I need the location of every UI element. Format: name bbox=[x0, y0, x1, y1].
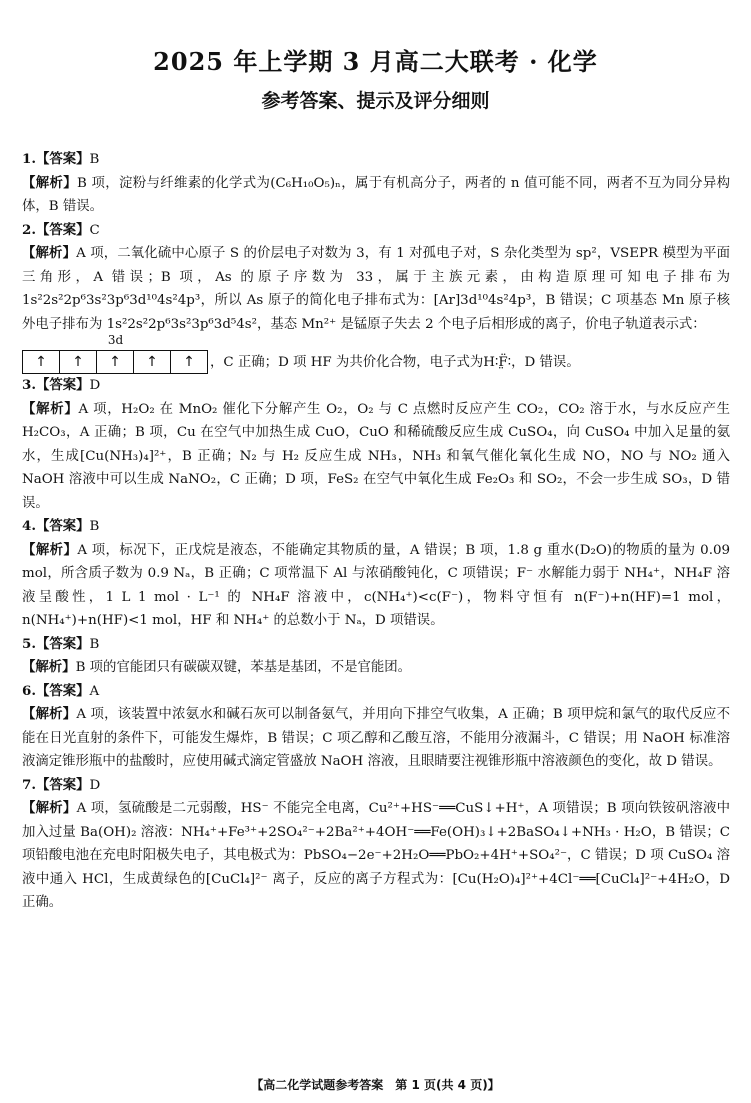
answer-value: B bbox=[89, 152, 100, 167]
answer-label: 4.【答案】 bbox=[22, 518, 90, 534]
orbital-diagram-line bbox=[22, 333, 730, 374]
question-6 bbox=[22, 680, 730, 774]
explanation-text: B 项，淀粉与纤维素的化学式为(C₆H₁₀O₅)ₙ，属于有机高分子，两者的 n 值可能不同，两者不互为同分异构体，B 错误。 bbox=[22, 175, 730, 214]
orbital-box: ↑ bbox=[59, 350, 96, 374]
explanation-label: 【解析】 bbox=[22, 245, 77, 261]
orbital-box: ↑ bbox=[170, 350, 208, 374]
answer-value: B bbox=[89, 636, 100, 652]
explanation-label: 【解析】 bbox=[22, 541, 78, 558]
question-4 bbox=[22, 515, 730, 633]
answer-label: 7.【答案】 bbox=[22, 776, 90, 793]
explanation-text: A 项，H₂O₂ 在 MnO₂ 催化下分解产生 O₂，O₂ 与 C 点燃时反应产生 CO₂，CO₂ 溶于水，与水反应产生 H₂CO₃，A 正确；B 项，Cu 在空气中加热生成 CuO，CuO 和稀硫酸反应生成 CuSO₄，向 CuSO₄ 中加入足量的氨水，生成[Cu(NH₃)₄]²⁺，B 正确；N₂ 与 H₂ 反应生成 NH₃，NH₃ 和氧气催化氧化生成 NO，NO 与 NO₂ 通入 NaOH 溶液中可以生成 NaNO₂，C 正确；D 项，FeS₂ 在空气中氧化生成 Fe₂O₃ 和 SO₂，不会一步生成 SO₃，D 错误。 bbox=[22, 401, 731, 511]
explanation-label: 【解析】 bbox=[22, 174, 78, 191]
page-title: 2025 年上学期 3 月高二大联考 · 化学 bbox=[153, 47, 598, 76]
explanation-text: A 项，该装置中浓氨水和碱石灰可以制备氨气，并用向下排空气收集，A 正确；B 项甲烷和氯气的取代反应不能在日光直射的条件下，可能发生爆炸，B 错误；C 项乙醇和乙酸互溶，不能用分液漏斗，C 错误；用 NaOH 标准溶液滴定锥形瓶中的盐酸时，应使用碱式滴定管盛放 NaOH 溶液，且眼睛要注视锥形瓶中溶液颜色的变化，故 D 错误。 bbox=[22, 707, 730, 769]
question-2 bbox=[22, 219, 730, 375]
answer-label: 3.【答案】 bbox=[22, 377, 90, 393]
question-7 bbox=[22, 774, 730, 915]
explanation-label: 【解析】 bbox=[22, 706, 77, 722]
explanation-text: B 项的官能团只有碳碳双键，苯基是基团，不是官能团。 bbox=[75, 660, 412, 675]
explanation-text: A 项，二氧化硫中心原子 S 的价层电子对数为 3，有 1 对孤电子对，S 杂化类型为 sp²，VSEPR 模型为平面三角形，A 错误；B 项，As 的原子序数为 33，属于主族元素，由构造原理可知电子排布为 1s²2s²2p⁶3s²3p⁶3d¹⁰4s²4p³，所以 As 原子的简化电子排布式为：[Ar]3d¹⁰4s²4p³，B 错误；C 项基态 Mn 原子核外电子排布为 1s²2s²2p⁶3s²3p⁶3d⁵4s²，基态 Mn²⁺ 是锰原子失去 2 个电子后相形成的离子，价电子轨道表示式： bbox=[22, 246, 730, 332]
answer-label: 2.【答案】 bbox=[22, 221, 90, 238]
explanation-text: A 项，氢硫酸是二元弱酸，HS⁻ 不能完全电离，Cu²⁺+HS⁻══CuS↓+H⁺，A 项错误；B 项向铁铵矾溶液中加入过量 Ba(OH)₂ 溶液：NH₄⁺+Fe³⁺+2SO₄²⁻+2Ba²⁺+4OH⁻══Fe(OH)₃↓+2BaSO₄↓+NH₃ · H₂O，B 错误；C 项铅酸电池在充电时阳极失电子，其电极式为：PbSO₄−2e⁻+2H₂O══PbO₂+4H⁺+SO₄²⁻，C 错误；D 项 CuSO₄ 溶液中通入 HCl，生成黄绿色的[CuCl₄]²⁻ 离子，反应的离子方程式为：[Cu(H₂O)₄]²⁺+4Cl⁻══[CuCl₄]²⁻+4H₂O，D 正确。 bbox=[22, 801, 731, 910]
answer-label: 6.【答案】 bbox=[22, 682, 90, 699]
orbital-box: ↑ bbox=[22, 350, 59, 374]
explanation-label: 【解析】 bbox=[22, 400, 79, 417]
answer-value: D bbox=[89, 777, 101, 793]
question-3 bbox=[22, 374, 730, 515]
orbital-box: ↑ bbox=[96, 350, 133, 374]
question-5 bbox=[22, 633, 730, 680]
explanation-label: 【解析】 bbox=[22, 659, 76, 675]
orbital-diagram bbox=[22, 333, 208, 374]
answer-value: A bbox=[89, 683, 100, 699]
answer-value: D bbox=[89, 378, 101, 393]
explanation-tail-text: ，C 正确；D 项 HF 为共价化合物，电子式为H∶F̤̈∶，D 错误。 bbox=[210, 354, 580, 370]
explanation-label: 【解析】 bbox=[22, 800, 77, 816]
explanation-text: A 项，标况下，正戊烷是液态，不能确定其物质的量，A 错误；B 项，1.8 g 重水(D₂O)的物质的量为 0.09 mol，所含质子数为 0.9 Nₐ，B 正确；C 项常温下 Al 与浓硝酸钝化，C 项错误；F⁻ 水解能力弱于 NH₄⁺，NH₄F 溶液呈酸性，1 L 1 mol · L⁻¹ 的 NH₄F 溶液中，c(NH₄⁺)<c(F⁻)，物料守恒有 n(F⁻)+n(HF)=1 mol，n(NH₄⁺)+n(HF)<1 mol，HF 和 NH₄⁺ 的总数小于 Nₐ，D 项错误。 bbox=[22, 542, 730, 628]
answer-content bbox=[22, 148, 730, 915]
answer-label: 5.【答案】 bbox=[22, 635, 90, 652]
orbital-box: ↑ bbox=[133, 350, 170, 374]
answer-value: C bbox=[89, 222, 100, 238]
orbital-label: 3d bbox=[107, 333, 124, 347]
page-subtitle: 参考答案、提示及评分细则 bbox=[261, 90, 490, 112]
answer-value: B bbox=[89, 519, 100, 534]
page-footer: 【高二化学试题参考答案 第 1 页(共 4 页)】 bbox=[251, 1078, 500, 1092]
answer-label: 1.【答案】 bbox=[22, 151, 90, 167]
question-1 bbox=[22, 148, 730, 219]
